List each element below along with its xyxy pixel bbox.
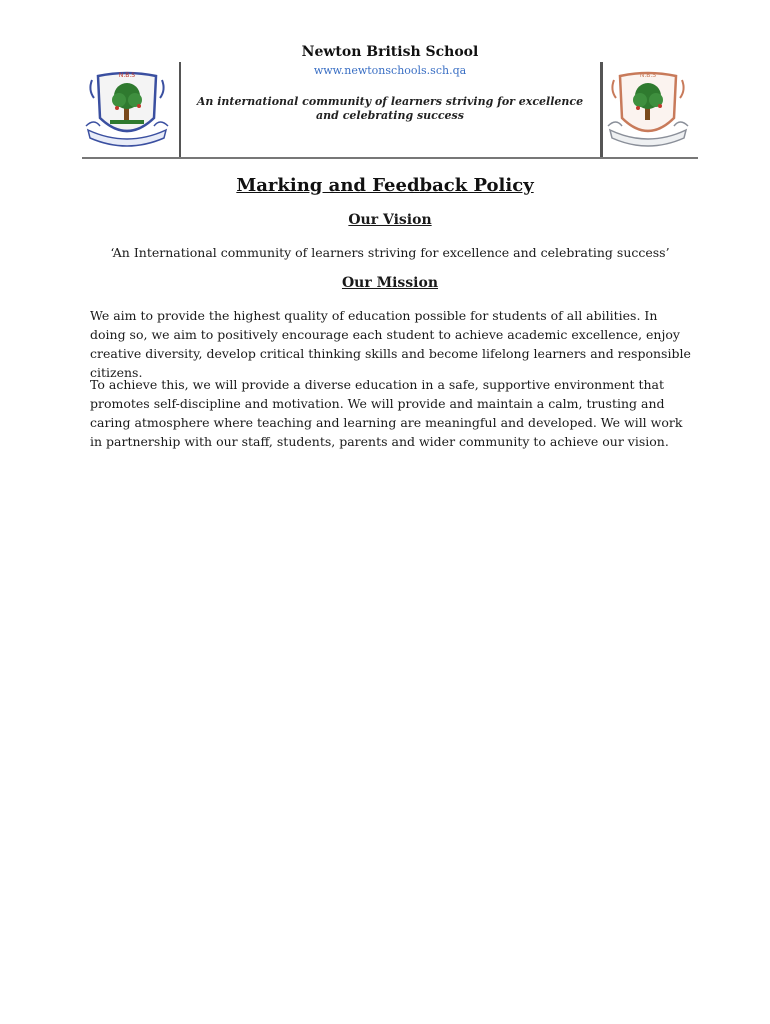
crest-left-letters: N.B.S	[118, 72, 136, 79]
letterhead	[82, 40, 698, 160]
header-divider-right	[600, 62, 603, 159]
school-website-link[interactable]: www.newtonschools.sch.qa	[313, 64, 467, 77]
header-divider-bottom	[82, 157, 698, 159]
crest-right-letters: N.B.S	[639, 72, 657, 79]
school-tagline: An international community of learners striving for excellence and celebrating success	[196, 95, 584, 122]
mission-heading: Our Mission	[341, 275, 439, 291]
mission-paragraph-1: We aim to provide the highest quality of education possible for students of all abilities. In doing so, we aim to positively encourage each student to achieve academic excellence, enjoy creative diversity, develop critical thinking skills and become lifelong learners and responsible citizens.	[90, 308, 691, 380]
school-crest-logo-right	[606, 68, 690, 152]
mission-paragraph-2: To achieve this, we will provide a diverse education in a safe, supportive environment that promotes self-discipline and motivation. We will provide and maintain a calm, trusting and caring atmosphere where teaching and learning are meaningful and developed. We will work in partnership with our staff, students, parents and wider community to achieve our vision.	[90, 377, 683, 449]
school-crest-logo-left	[84, 68, 170, 152]
header-divider-left	[179, 62, 181, 159]
document-title: Marking and Feedback Policy	[236, 175, 534, 196]
school-name: Newton British School	[301, 44, 479, 60]
vision-statement: ‘An International community of learners striving for excellence and celebrating success’	[110, 245, 670, 260]
vision-heading: Our Vision	[348, 212, 432, 228]
